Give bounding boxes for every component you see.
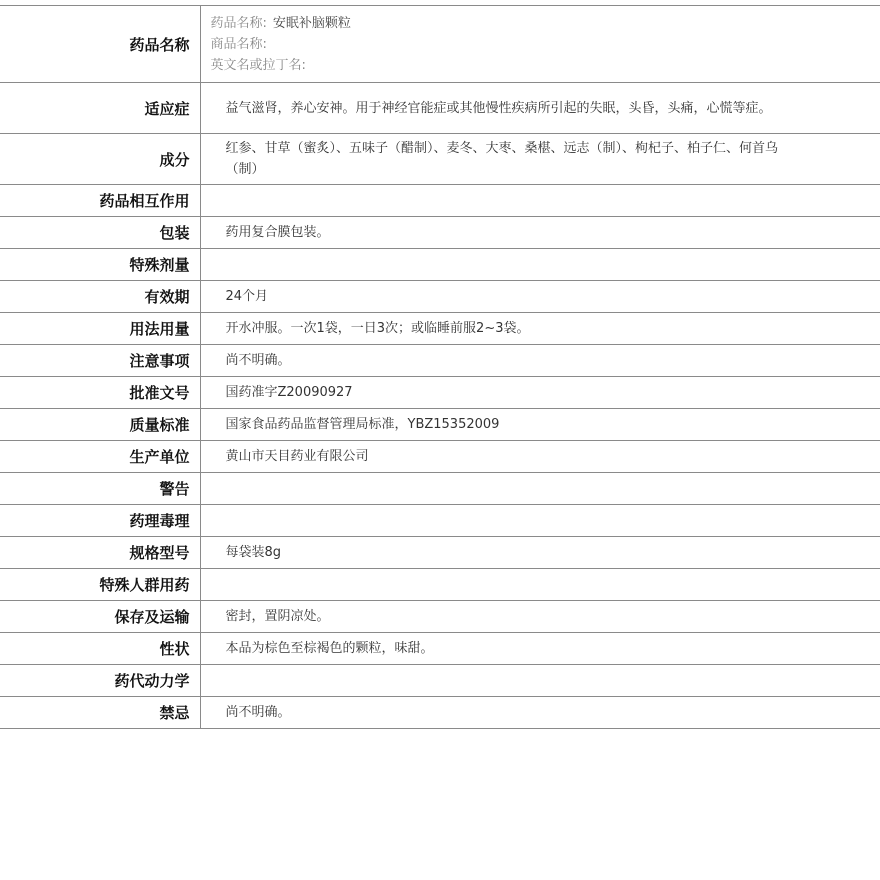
english-name-label: 英文名或拉丁名: (210, 57, 306, 73)
row-label: 包装 (0, 217, 200, 249)
row-value (200, 569, 880, 601)
row-label: 特殊人群用药 (0, 569, 200, 601)
row-label: 用法用量 (0, 313, 200, 345)
row-label: 有效期 (0, 281, 200, 313)
row-value (200, 505, 880, 537)
row-value: 红参、甘草（蜜炙）、五味子（醋制）、麦冬、大枣、桑椹、远志（制）、枸杞子、柏子仁、何首乌（制） (200, 134, 880, 185)
row-label: 规格型号 (0, 537, 200, 569)
table-row (0, 633, 880, 665)
row-label: 药理毒理 (0, 505, 200, 537)
table-row (0, 473, 880, 505)
row-value (200, 473, 880, 505)
drug-info-table (0, 5, 880, 729)
row-value (200, 185, 880, 217)
row-value (200, 665, 880, 697)
row-label: 生产单位 (0, 441, 200, 473)
table-row (0, 281, 880, 313)
trade-name-label: 商品名称: (210, 36, 267, 52)
row-label: 注意事项 (0, 345, 200, 377)
table-row (0, 569, 880, 601)
row-label: 药品名称 (0, 6, 200, 83)
drug-name-value: 安眠补脑颗粒 (272, 15, 351, 31)
table-row (0, 217, 880, 249)
table-row (0, 601, 880, 633)
row-label: 性状 (0, 633, 200, 665)
row-label: 药代动力学 (0, 665, 200, 697)
row-value: 国家食品药品监督管理局标准，YBZ15352009 (200, 409, 880, 441)
table-row (0, 505, 880, 537)
english-name-line (211, 55, 789, 76)
drug-name-label: 药品名称: (210, 15, 267, 31)
row-value: 益气滋肾，养心安神。用于神经官能症或其他慢性疾病所引起的失眠，头昏，头痛，心慌等症。 (200, 83, 880, 134)
table-row (0, 313, 880, 345)
row-value (200, 249, 880, 281)
drug-name-cell (200, 6, 880, 83)
row-label: 特殊剂量 (0, 249, 200, 281)
table-row (0, 83, 880, 134)
drug-name-line (211, 13, 789, 34)
row-label: 批准文号 (0, 377, 200, 409)
table-row (0, 185, 880, 217)
table-row (0, 537, 880, 569)
row-value: 本品为棕色至棕褐色的颗粒，味甜。 (200, 633, 880, 665)
row-label: 药品相互作用 (0, 185, 200, 217)
row-label: 禁忌 (0, 697, 200, 729)
table-row-drug-name (0, 6, 880, 83)
row-value: 尚不明确。 (200, 345, 880, 377)
table-row (0, 345, 880, 377)
row-value: 每袋装8g (200, 537, 880, 569)
table-row (0, 134, 880, 185)
table-row (0, 665, 880, 697)
table-row (0, 697, 880, 729)
row-value: 药用复合膜包装。 (200, 217, 880, 249)
table-row (0, 249, 880, 281)
row-label: 适应症 (0, 83, 200, 134)
row-value: 24个月 (200, 281, 880, 313)
table-row (0, 409, 880, 441)
trade-name-line (211, 34, 789, 55)
row-label: 质量标准 (0, 409, 200, 441)
row-label: 保存及运输 (0, 601, 200, 633)
row-value: 黄山市天目药业有限公司 (200, 441, 880, 473)
table-row (0, 377, 880, 409)
row-value: 密封，置阴凉处。 (200, 601, 880, 633)
row-value: 国药准字Z20090927 (200, 377, 880, 409)
row-value: 尚不明确。 (200, 697, 880, 729)
table-row (0, 441, 880, 473)
row-label: 成分 (0, 134, 200, 185)
row-label: 警告 (0, 473, 200, 505)
drug-info-sheet (0, 5, 880, 729)
row-value: 开水冲服。一次1袋，一日3次；或临睡前服2~3袋。 (200, 313, 880, 345)
